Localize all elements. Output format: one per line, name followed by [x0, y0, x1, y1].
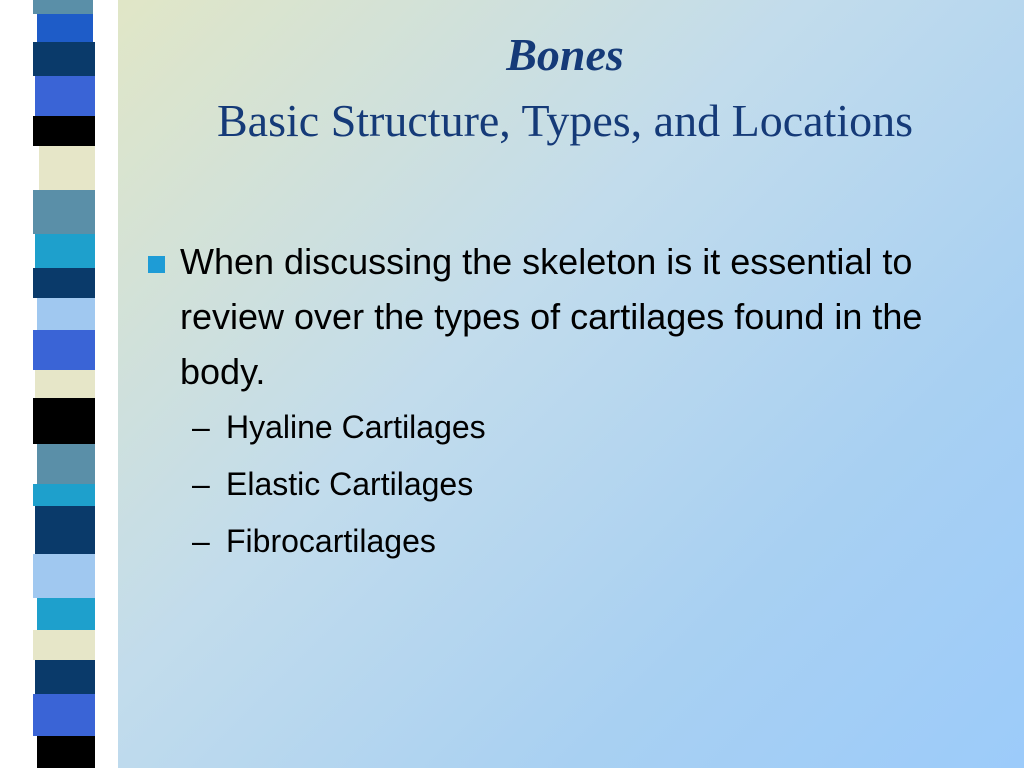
stripe-decoration — [33, 268, 95, 298]
stripe-decoration — [39, 146, 95, 190]
stripe-decoration — [37, 736, 95, 768]
stripe-decoration — [35, 234, 95, 268]
stripe-decoration — [37, 444, 95, 484]
stripe-decoration — [37, 14, 93, 42]
stripe-pattern — [33, 0, 99, 768]
stripe-decoration — [33, 484, 95, 506]
slide-title — [200, 22, 930, 154]
sub-bullet-item — [142, 513, 992, 570]
sub-bullet-text: Fibrocartilages — [226, 523, 436, 559]
title-subtitle: Basic Structure, Types, and Locations — [217, 95, 913, 146]
sub-bullet-item — [142, 456, 992, 513]
stripe-decoration — [35, 506, 95, 554]
stripe-decoration — [37, 298, 95, 330]
stripe-decoration — [33, 630, 95, 660]
left-decorative-strip — [0, 0, 118, 768]
stripe-decoration — [33, 0, 93, 14]
stripe-decoration — [35, 76, 95, 116]
dash-bullet-icon: – — [192, 466, 210, 502]
title-main: Bones — [506, 29, 624, 80]
sub-bullet-text: Elastic Cartilages — [226, 466, 474, 502]
stripe-decoration — [33, 42, 95, 76]
stripe-decoration — [33, 398, 95, 444]
dash-bullet-icon: – — [192, 409, 210, 445]
sub-bullet-item — [142, 399, 992, 456]
stripe-decoration — [33, 694, 95, 736]
dash-bullet-icon: – — [192, 523, 210, 559]
square-bullet-icon — [148, 256, 165, 273]
stripe-decoration — [33, 116, 95, 146]
stripe-decoration — [33, 190, 95, 234]
stripe-decoration — [35, 370, 95, 398]
stripe-decoration — [37, 598, 95, 630]
bullet-text: When discussing the skeleton is it essential to review over the types of cartilages found in the body. — [180, 241, 923, 392]
stripe-decoration — [33, 330, 95, 370]
stripe-decoration — [33, 554, 95, 598]
sub-bullet-text: Hyaline Cartilages — [226, 409, 486, 445]
bullet-item — [142, 234, 992, 399]
slide-body — [142, 234, 992, 570]
stripe-decoration — [35, 660, 95, 694]
